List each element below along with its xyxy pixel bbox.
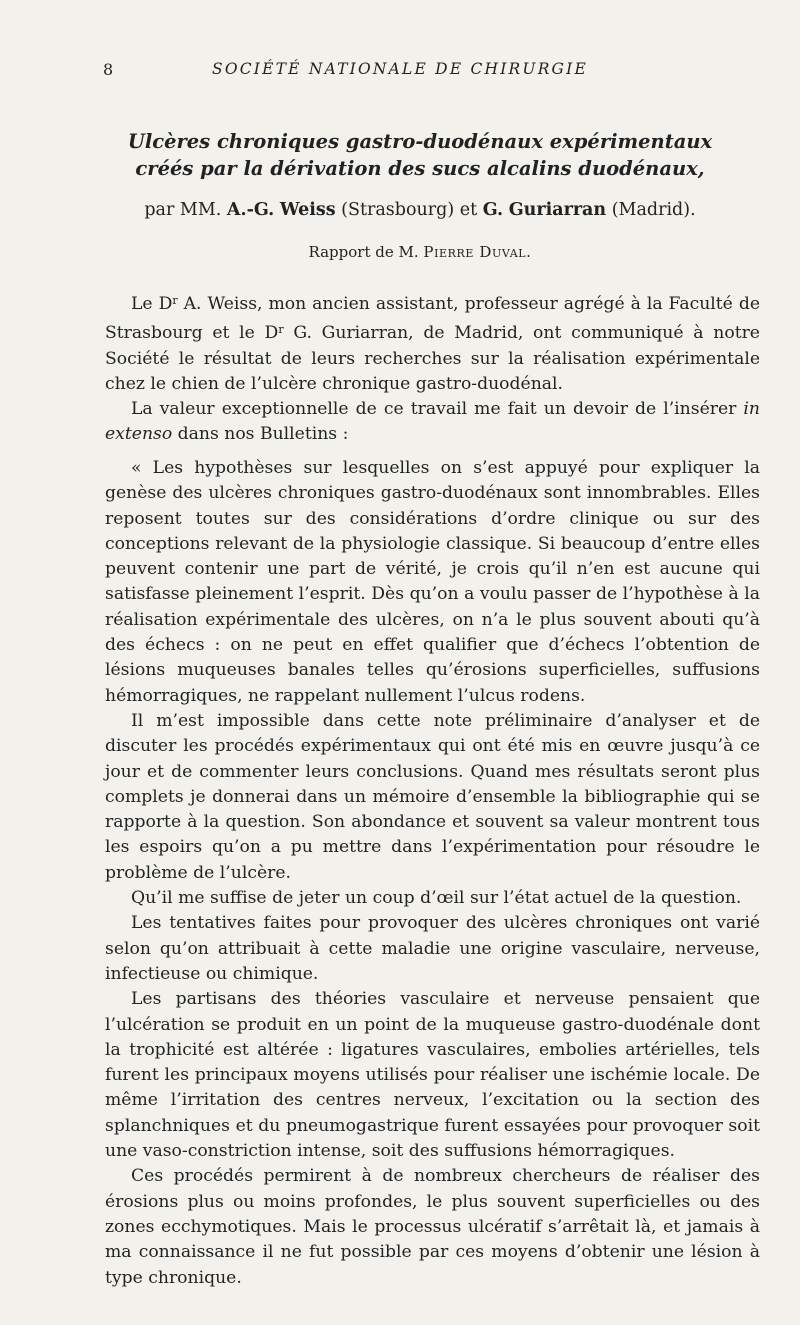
quote-paragraph-2: Il m’est impossible dans cette note préliminaire d’analyser et de discuter les procédés expérimentaux qui ont été mis en œuvre jusqu’à ce jour et de commenter leurs conclusions. Quand mes résultats seront plus complets je donnerai dans un mémoire d’ensemble la bibliographie qui se rapporte à la question. Son abondance et souvent sa valeur montrent tous les espoirs qu’on a pu mettre dans l’expérimentation pour résoudre le problème de l’ulcère. <box>105 710 760 883</box>
article-title <box>100 128 740 182</box>
paragraph-2 <box>105 397 760 448</box>
p1-part-a: Le D <box>131 294 173 314</box>
p2-part-a: La valeur exceptionnelle de ce travail me fait un devoir de l’insérer <box>131 399 744 420</box>
quote-paragraph-6: Ces procédés permirent à de nombreux chercheurs de réaliser des érosions plus ou moins profondes, le plus souvent superficielles ou des zones ecchymotiques. Mais le processus ulcératif s’arrêtait là, et jamais à ma connaissance il ne fut possible par ces moyens d’obtenir une lésion à type chronique. <box>105 1166 760 1288</box>
author-1-affiliation: (Strasbourg) <box>341 200 455 220</box>
intro-text <box>105 288 760 448</box>
p2-italic: in extenso <box>105 399 760 445</box>
report-line <box>100 243 740 261</box>
quote-paragraph-3: Qu’il me suffise de jeter un coup d’œil sur l’état actuel de la question. <box>131 888 742 909</box>
authors-conjunction: et <box>459 200 478 220</box>
report-author: Pierre Duval. <box>423 243 532 261</box>
p2-part-b: dans nos Bulletins : <box>172 424 349 445</box>
p1-part-c: G. Guriarran, de Madrid, ont communiqué à notre Société le résultat de leurs recherches sur la réalisation expérimentale chez le chien de l’ulcère chronique gastro-duodénal. <box>105 323 760 394</box>
report-prefix: Rapport de M. <box>308 243 419 261</box>
authors-prefix: par MM. <box>144 200 222 220</box>
author-2-initials: G. <box>482 200 504 220</box>
quoted-text <box>105 456 760 1291</box>
p1-superscript-2: r <box>278 323 284 337</box>
author-line <box>100 200 740 220</box>
author-1-name: Weiss <box>279 200 336 220</box>
author-1-initials: A.-G. <box>226 200 275 220</box>
article-title-line-2: créés par la dérivation des sucs alcalins duodénaux, <box>135 157 705 180</box>
author-2-name: Guriarran <box>508 200 607 220</box>
quote-paragraph-1: « Les hypothèses sur lesquelles on s’est appuyé pour expliquer la genèse des ulcères chroniques gastro-duodénaux sont innombrables. Elles reposent toutes sur des considérations d’ordre clinique ou sur des conceptions relevant de la physiologie classique. Si beaucoup d’entre elles peuvent contenir une part de vérité, je crois qu’il n’en est aucune qui satisfasse pleinement l’esprit. Dès qu’on a voulu passer de l’hypothèse à la réalisation expérimentale des ulcères, on n’a le plus souvent abouti qu’à des échecs : on ne peut en effet qualifier que d’échecs l’obtention de lésions muqueuses banales telles qu’érosions superficielles, suffusions hémorragiques, ne rappelant nullement l’ulcus rodens. <box>105 458 760 706</box>
quote-paragraph-4: Les tentatives faites pour provoquer des ulcères chroniques ont varié selon qu’on attribuait à cette maladie une origine vasculaire, nerveuse, infectieuse ou chimique. <box>105 913 760 984</box>
article-title-line-1: Ulcères chroniques gastro-duodénaux expérimentaux <box>127 130 713 153</box>
paragraph-1 <box>105 288 760 397</box>
author-2-affiliation: (Madrid). <box>611 200 696 220</box>
journal-title: SOCIÉTÉ NATIONALE DE CHIRURGIE <box>212 60 588 78</box>
quote-paragraph-5: Les partisans des théories vasculaire et nerveuse pensaient que l’ulcération se produit en un point de la muqueuse gastro-duodénale dont la trophicité est altérée : ligatures vasculaires, embolies artérielles, tels furent les principaux moyens utilisés pour réaliser une ischémie locale. De même l’irritation des centres nerveux, l’excitation ou la section des splanchniques et du pneumogastrique furent essayées pour provoquer soit une vaso-constriction intense, soit des suffusions hémorragiques. <box>105 989 760 1162</box>
running-head <box>0 60 800 86</box>
page-number: 8 <box>103 60 114 79</box>
p1-superscript-1: r <box>172 294 178 307</box>
p1-part-b: A. Weiss, mon ancien assistant, professeur agrégé à la Faculté de Strasbourg et le D <box>105 294 760 344</box>
